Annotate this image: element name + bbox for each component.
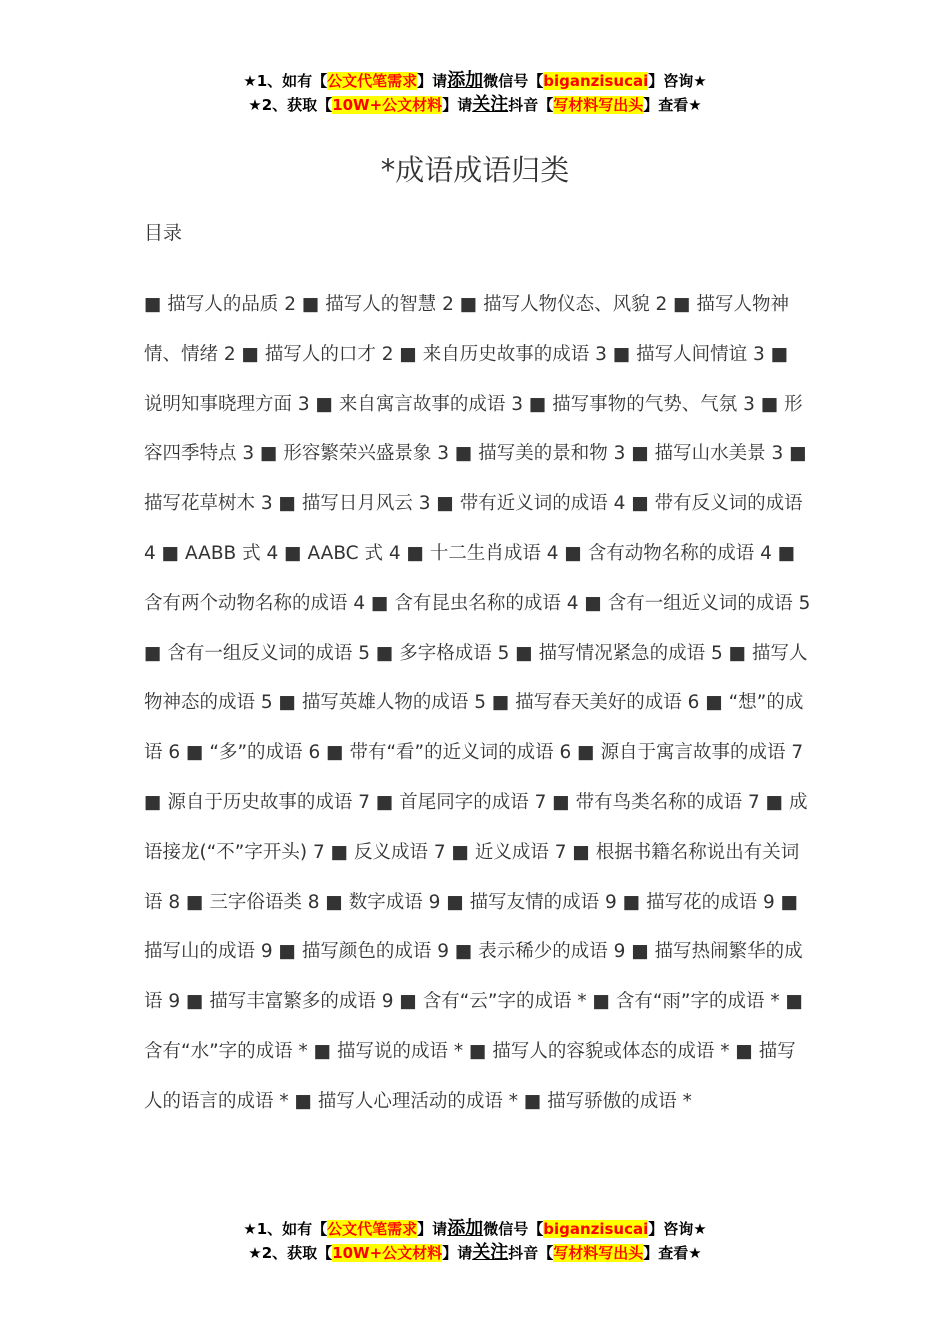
douyin-id: 写材料写出头 bbox=[553, 1244, 644, 1262]
banner-line-2 bbox=[0, 1241, 950, 1265]
banner-line-2 bbox=[0, 93, 950, 117]
banner-text: 抖音【 bbox=[508, 96, 554, 114]
highlight-text: 10W+公文材料 bbox=[332, 96, 443, 114]
douyin-id: 写材料写出头 bbox=[553, 96, 644, 114]
emphasis-text: 添加 bbox=[447, 70, 484, 91]
banner-text: 】请 bbox=[417, 1220, 448, 1238]
wechat-id: biganzisucai bbox=[543, 1220, 649, 1238]
banner-text: ★2、获取【 bbox=[248, 96, 333, 114]
banner-text: 抖音【 bbox=[508, 1244, 554, 1262]
banner-text: 微信号【 bbox=[483, 1220, 544, 1238]
banner-text: 】请 bbox=[417, 72, 448, 90]
banner-text: ★1、如有【 bbox=[243, 72, 328, 90]
highlight-text: 公文代笔需求 bbox=[327, 72, 418, 90]
banner-text: 】咨询★ bbox=[648, 72, 707, 90]
banner-text: 微信号【 bbox=[483, 72, 544, 90]
banner-text: 】查看★ bbox=[643, 96, 702, 114]
highlight-text: 10W+公文材料 bbox=[332, 1244, 443, 1262]
banner-text: 】咨询★ bbox=[648, 1220, 707, 1238]
banner-text: ★2、获取【 bbox=[248, 1244, 333, 1262]
banner-text: 】请 bbox=[442, 96, 473, 114]
document-title: *成语成语归类 bbox=[380, 153, 570, 187]
toc-heading: 目录 bbox=[144, 222, 183, 244]
banner-line-1 bbox=[0, 1217, 950, 1241]
header-banner bbox=[0, 69, 950, 117]
emphasis-text: 关注 bbox=[472, 1242, 509, 1263]
banner-text: 】查看★ bbox=[643, 1244, 702, 1262]
highlight-text: 公文代笔需求 bbox=[327, 1220, 418, 1238]
footer-banner bbox=[0, 1217, 950, 1265]
wechat-id: biganzisucai bbox=[543, 72, 649, 90]
banner-text: ★1、如有【 bbox=[243, 1220, 328, 1238]
banner-line-1 bbox=[0, 69, 950, 93]
banner-text: 】请 bbox=[442, 1244, 473, 1262]
toc-list: ■ 描写人的品质 2 ■ 描写人的智慧 2 ■ 描写人物仪态、风貌 2 ■ 描写人物神情、情绪 2 ■ 描写人的口才 2 ■ 来自历史故事的成语 3 ■ 描写人间情谊 3 ■ 说明知事晓理方面 3 ■ 来自寓言故事的成语 3 ■ 描写事物的气势、气氛 3 ■ 形容四季特点 3 ■ 形容繁荣兴盛景象 3 ■ 描写美的景和物 3 ■ 描写山水美景 3 ■ 描写花草树木 3 ■ 描写日月风云 3 ■ 带有近义词的成语 4 ■ 带有反义词的成语 4 ■ AABB 式 4 ■ AABC 式 4 ■ 十二生肖成语 4 ■ 含有动物名称的成语 4 ■ 含有两个动物名称的成语 4 ■ 含有昆虫名称的成语 4 ■ 含有一组近义词的成语 5 ■ 含有一组反义词的成语 5 ■ 多字格成语 5 ■ 描写情况紧急的成语 5 ■ 描写人物神态的成语 5 ■ 描写英雄人物的成语 5 ■ 描写春天美好的成语 6 ■ “想”的成语 6 ■ “多”的成语 6 ■ 带有“看”的近义词的成语 6 ■ 源自于寓言故事的成语 7 ■ 源自于历史故事的成语 7 ■ 首尾同字的成语 7 ■ 带有鸟类名称的成语 7 ■ 成语接龙(“不”字开头) 7 ■ 反义成语 7 ■ 近义成语 7 ■ 根据书籍名称说出有关词语 8 ■ 三字俗语类 8 ■ 数字成语 9 ■ 描写友情的成语 9 ■ 描写花的成语 9 ■ 描写山的成语 9 ■ 描写颜色的成语 9 ■ 表示稀少的成语 9 ■ 描写热闹繁华的成语 9 ■ 描写丰富繁多的成语 9 ■ 含有“云”字的成语 * ■ 含有“雨”字的成语 * ■ 含有“水”字的成语 * ■ 描写说的成语 * ■ 描写人的容貌或体态的成语 * ■ 描写人的语言的成语 * ■ 描写人心理活动的成语 * ■ 描写骄傲的成语 * bbox=[144, 294, 811, 1112]
emphasis-text: 关注 bbox=[472, 94, 509, 115]
emphasis-text: 添加 bbox=[447, 1218, 484, 1239]
